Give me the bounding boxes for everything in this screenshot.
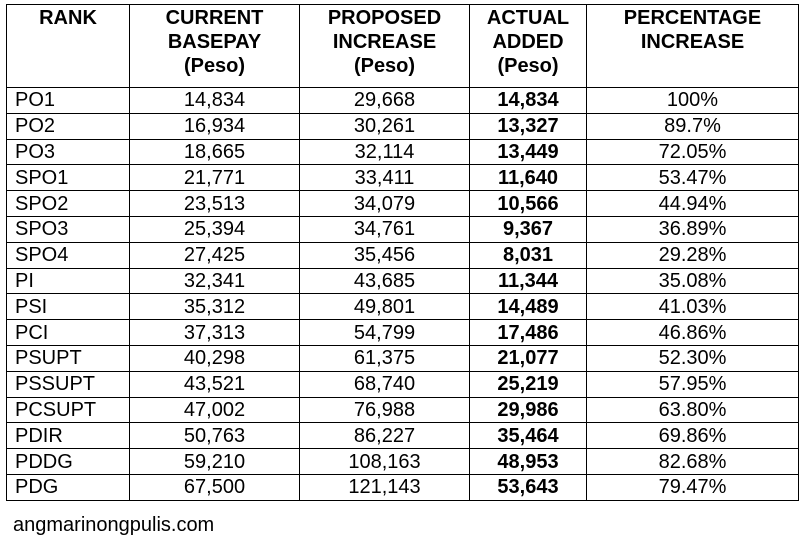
cell-proposed-increase: 33,411 — [300, 165, 470, 191]
table-row — [7, 371, 799, 397]
cell-proposed-increase: 34,079 — [300, 191, 470, 217]
header-line: RANK — [39, 7, 97, 29]
cell-actual-added: 11,344 — [470, 268, 587, 294]
source-credit: angmarinongpulis.com — [13, 514, 215, 536]
cell-percentage-increase: 72.05% — [587, 139, 799, 165]
cell-actual-added: 14,489 — [470, 294, 587, 320]
cell-rank: PDIR — [7, 423, 130, 449]
cell-rank: PO2 — [7, 113, 130, 139]
cell-actual-added: 53,643 — [470, 474, 587, 500]
cell-proposed-increase: 68,740 — [300, 371, 470, 397]
salary-table-container — [6, 4, 799, 501]
cell-percentage-increase: 53.47% — [587, 165, 799, 191]
cell-rank: SPO2 — [7, 191, 130, 217]
cell-current-basepay: 25,394 — [130, 216, 300, 242]
cell-percentage-increase: 36.89% — [587, 216, 799, 242]
cell-actual-added: 8,031 — [470, 242, 587, 268]
cell-rank: PDG — [7, 474, 130, 500]
cell-current-basepay: 43,521 — [130, 371, 300, 397]
cell-proposed-increase: 34,761 — [300, 216, 470, 242]
cell-actual-added: 11,640 — [470, 165, 587, 191]
cell-rank: SPO4 — [7, 242, 130, 268]
cell-current-basepay: 37,313 — [130, 320, 300, 346]
cell-rank: SPO3 — [7, 216, 130, 242]
cell-percentage-increase: 29.28% — [587, 242, 799, 268]
cell-rank: PDDG — [7, 449, 130, 475]
table-row — [7, 268, 799, 294]
cell-rank: PSI — [7, 294, 130, 320]
table-row — [7, 320, 799, 346]
header-row — [7, 5, 799, 88]
cell-current-basepay: 59,210 — [130, 449, 300, 475]
header-line: PERCENTAGE — [623, 7, 762, 29]
cell-percentage-increase: 82.68% — [587, 449, 799, 475]
table-row — [7, 423, 799, 449]
header-line: CURRENT — [165, 7, 264, 29]
table-row — [7, 242, 799, 268]
cell-actual-added: 29,986 — [470, 397, 587, 423]
header-line: PROPOSED — [327, 7, 442, 29]
cell-proposed-increase: 30,261 — [300, 113, 470, 139]
header-actual-added — [470, 5, 587, 88]
cell-current-basepay: 47,002 — [130, 397, 300, 423]
cell-proposed-increase: 35,456 — [300, 242, 470, 268]
cell-actual-added: 25,219 — [470, 371, 587, 397]
cell-actual-added: 48,953 — [470, 449, 587, 475]
table-row — [7, 113, 799, 139]
cell-percentage-increase: 44.94% — [587, 191, 799, 217]
cell-actual-added: 21,077 — [470, 345, 587, 371]
table-row — [7, 345, 799, 371]
header-line: ACTUAL — [486, 7, 570, 29]
cell-rank: PO3 — [7, 139, 130, 165]
table-row — [7, 294, 799, 320]
cell-percentage-increase: 89.7% — [587, 113, 799, 139]
header-current-basepay — [130, 5, 300, 88]
cell-proposed-increase: 86,227 — [300, 423, 470, 449]
cell-current-basepay: 16,934 — [130, 113, 300, 139]
header-line: INCREASE — [332, 31, 437, 53]
cell-current-basepay: 21,771 — [130, 165, 300, 191]
cell-proposed-increase: 49,801 — [300, 294, 470, 320]
cell-percentage-increase: 46.86% — [587, 320, 799, 346]
cell-current-basepay: 14,834 — [130, 88, 300, 114]
cell-actual-added: 10,566 — [470, 191, 587, 217]
cell-actual-added: 35,464 — [470, 423, 587, 449]
header-line: ADDED — [492, 31, 564, 53]
cell-percentage-increase: 63.80% — [587, 397, 799, 423]
cell-rank: PSSUPT — [7, 371, 130, 397]
header-line: (Peso) — [183, 55, 246, 77]
table-row — [7, 165, 799, 191]
cell-proposed-increase: 32,114 — [300, 139, 470, 165]
cell-rank: PCSUPT — [7, 397, 130, 423]
cell-proposed-increase: 76,988 — [300, 397, 470, 423]
cell-proposed-increase: 108,163 — [300, 449, 470, 475]
cell-current-basepay: 27,425 — [130, 242, 300, 268]
cell-proposed-increase: 54,799 — [300, 320, 470, 346]
table-row — [7, 139, 799, 165]
cell-current-basepay: 23,513 — [130, 191, 300, 217]
cell-percentage-increase: 79.47% — [587, 474, 799, 500]
cell-percentage-increase: 100% — [587, 88, 799, 114]
table-row — [7, 449, 799, 475]
cell-rank: PO1 — [7, 88, 130, 114]
cell-proposed-increase: 61,375 — [300, 345, 470, 371]
cell-actual-added: 13,327 — [470, 113, 587, 139]
cell-percentage-increase: 41.03% — [587, 294, 799, 320]
header-rank — [7, 5, 130, 88]
cell-percentage-increase: 52.30% — [587, 345, 799, 371]
table-row — [7, 191, 799, 217]
cell-current-basepay: 32,341 — [130, 268, 300, 294]
header-proposed-increase — [300, 5, 470, 88]
cell-current-basepay: 18,665 — [130, 139, 300, 165]
cell-rank: PCI — [7, 320, 130, 346]
cell-current-basepay: 35,312 — [130, 294, 300, 320]
header-line: (Peso) — [353, 55, 416, 77]
cell-actual-added: 9,367 — [470, 216, 587, 242]
salary-table — [6, 4, 799, 501]
cell-rank: PSUPT — [7, 345, 130, 371]
cell-proposed-increase: 29,668 — [300, 88, 470, 114]
cell-percentage-increase: 69.86% — [587, 423, 799, 449]
table-row — [7, 397, 799, 423]
header-line: BASEPAY — [167, 31, 262, 53]
cell-actual-added: 17,486 — [470, 320, 587, 346]
cell-percentage-increase: 35.08% — [587, 268, 799, 294]
header-percentage-increase — [587, 5, 799, 88]
cell-rank: SPO1 — [7, 165, 130, 191]
cell-actual-added: 14,834 — [470, 88, 587, 114]
cell-current-basepay: 67,500 — [130, 474, 300, 500]
table-row — [7, 216, 799, 242]
cell-proposed-increase: 121,143 — [300, 474, 470, 500]
cell-rank: PI — [7, 268, 130, 294]
table-row — [7, 88, 799, 114]
table-body — [7, 88, 799, 501]
cell-proposed-increase: 43,685 — [300, 268, 470, 294]
cell-current-basepay: 40,298 — [130, 345, 300, 371]
cell-percentage-increase: 57.95% — [587, 371, 799, 397]
header-line: (Peso) — [497, 55, 559, 77]
cell-current-basepay: 50,763 — [130, 423, 300, 449]
header-line: INCREASE — [640, 31, 745, 53]
table-row — [7, 474, 799, 500]
cell-actual-added: 13,449 — [470, 139, 587, 165]
